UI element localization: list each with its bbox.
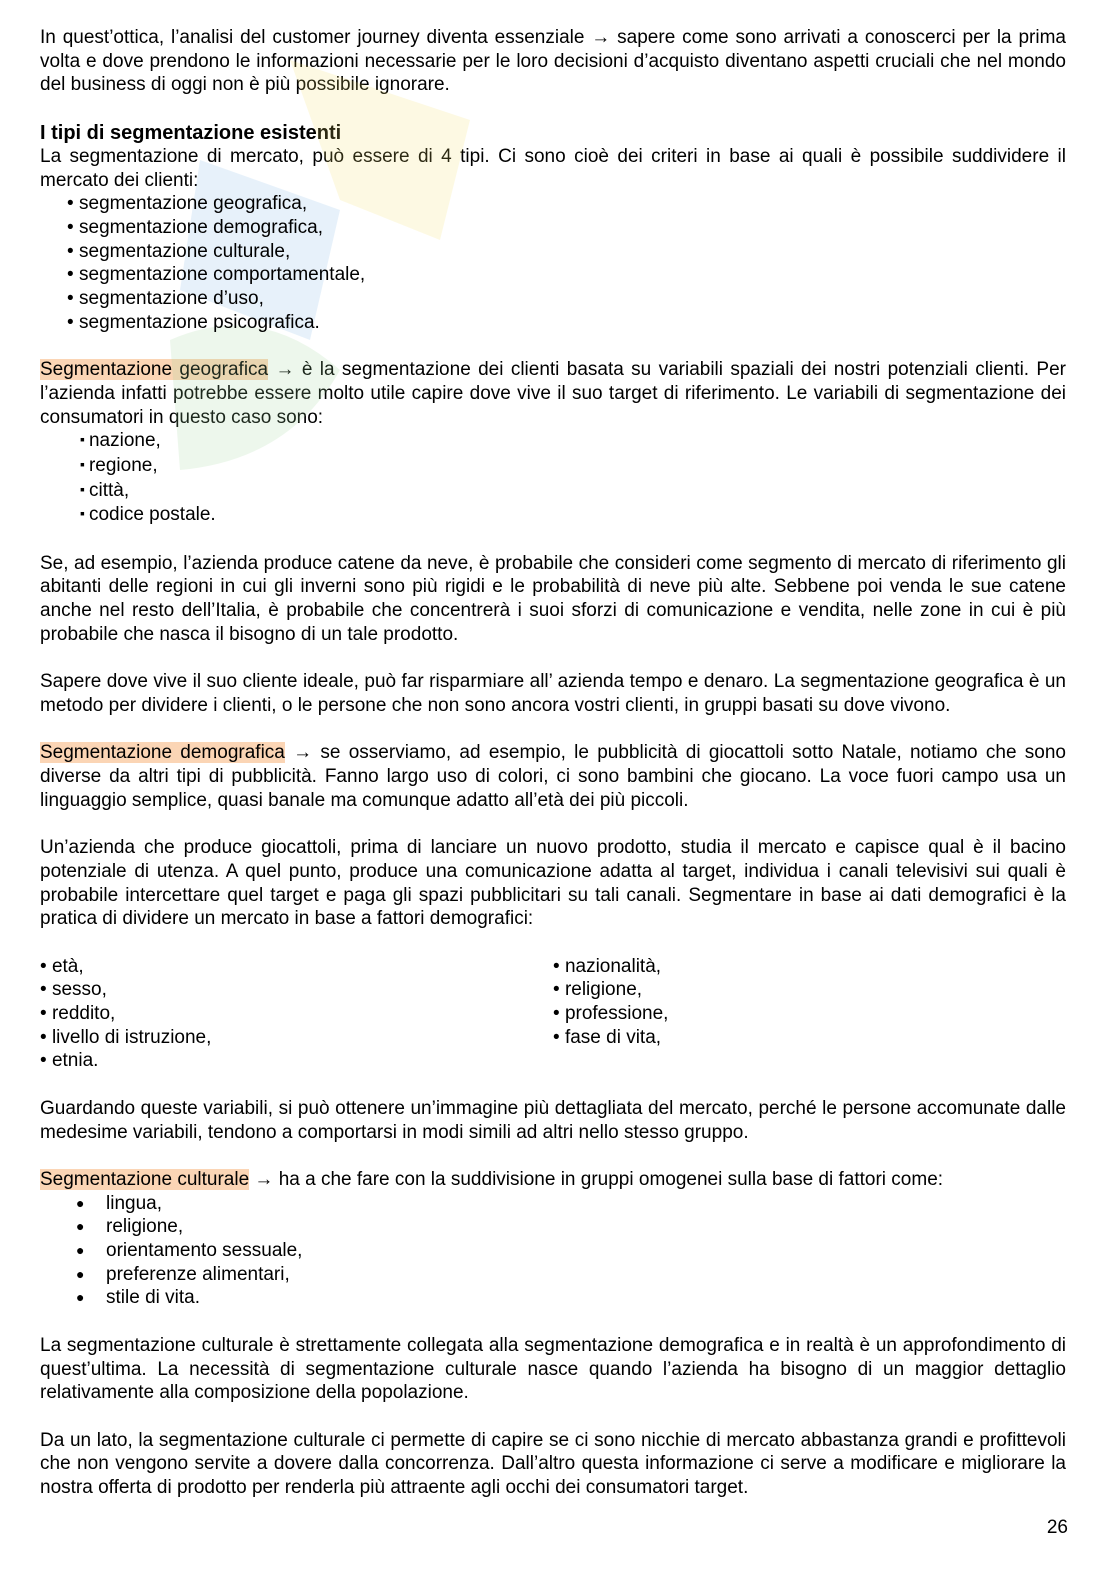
- culturale-p1: La segmentazione culturale è strettamente collegata alla segmentazione demografica e in realtà è un approfondimento di quest’ultima. La necessità di segmentazione culturale nasce quando l’azienda ha bisogno di un maggior dettaglio relativamente alla composizione della popolazione.: [40, 1334, 1066, 1404]
- list-item: ● stile di vita.: [40, 1286, 1066, 1310]
- list-item: ▪ regione,: [40, 454, 1066, 479]
- geografica-conclusion: Sapere dove vive il suo cliente ideale, può far risparmiare all’ azienda tempo e denaro. La segmentazione geografica è un metodo per dividere i clienti, o le persone che non sono ancora vostri clienti, in gruppi basati su dove vivono.: [40, 671, 1066, 716]
- geografica-term: Segmentazione geografica: [40, 359, 269, 381]
- list-item: • segmentazione demografica,: [40, 216, 1066, 240]
- geografica-variables-list: [40, 429, 1066, 528]
- culturale-factors-list: [40, 1192, 1066, 1311]
- list-item: ● preferenze alimentari,: [40, 1263, 1066, 1287]
- geografica-paragraph: Segmentazione geografica → è la segmentazione dei clienti basata su variabili spaziali dei nostri potenziali clienti. Per l’azienda infatti potrebbe essere molto utile capire dove vive il suo target di riferimento. Le variabili di segmentazione dei consumatori in questo caso sono:: [40, 359, 1066, 428]
- list-item: ● lingua,: [40, 1192, 1066, 1216]
- demografica-conclusion: Guardando queste variabili, si può ottenere un’immagine più dettagliata del mercato, perché le persone accomunate dalle medesime variabili, tendono a comportarsi in modi simili ad altri nello stesso gruppo.: [40, 1097, 1066, 1143]
- list-item: ▪ codice postale.: [40, 503, 1066, 528]
- list-item: • fase di vita,: [553, 1026, 1066, 1050]
- demografica-factors-right: [553, 955, 1066, 1074]
- list-item: • segmentazione comportamentale,: [40, 263, 1066, 287]
- demografica-term: Segmentazione demografica: [40, 742, 285, 764]
- list-item: ● religione,: [40, 1215, 1066, 1239]
- list-item: • segmentazione geografica,: [40, 192, 1066, 216]
- intro-paragraph: In quest’ottica, l’analisi del customer journey diventa essenziale → sapere come sono arrivati a conoscerci per la prima volta e dove prendono le informazioni necessarie per le loro decisioni d’acquisto diventano aspetti cruciali che nel mondo del business di oggi non è più possibile ignorare.: [40, 27, 1066, 96]
- segmentation-types-list: [40, 192, 1066, 334]
- demografica-paragraph: Segmentazione demografica → se osserviamo, ad esempio, le pubblicità di giocattoli sotto Natale, notiamo che sono diverse da altri tipi di pubblicità. Fanno largo uso di colori, ci sono bambini che giocano. La voce fuori campo usa un linguaggio semplice, quasi banale ma comunque adatto all’età dei più piccoli.: [40, 742, 1066, 811]
- geografica-example: Se, ad esempio, l’azienda produce catene da neve, è probabile che consideri come segmento di mercato di riferimento gli abitanti delle regioni in cui gli inverni sono più rigidi e le probabilità di neve più alte. Sebbene poi venda le sue catene anche nel resto dell’Italia, è probabile che concentrerà i suoi sforzi di comunicazione e vendita, nelle zone in cui è più probabile che nasca il bisogno di un tale prodotto.: [40, 552, 1066, 645]
- list-item: • religione,: [553, 978, 1066, 1002]
- list-item: • reddito,: [40, 1002, 553, 1026]
- list-item: • livello di istruzione,: [40, 1026, 553, 1050]
- list-item: • sesso,: [40, 978, 553, 1002]
- list-item: • professione,: [553, 1002, 1066, 1026]
- list-item: ▪ nazione,: [40, 429, 1066, 454]
- list-item: • età,: [40, 955, 553, 979]
- list-item: • segmentazione psicografica.: [40, 311, 1066, 335]
- demografica-factors: [40, 955, 1066, 1074]
- demografica-factors-left: [40, 955, 553, 1074]
- page-number: 26: [1046, 1517, 1068, 1538]
- culturale-paragraph: Segmentazione culturale → ha a che fare con la suddivisione in gruppi omogenei sulla base di fattori come:: [40, 1168, 944, 1190]
- demografica-example: Un’azienda che produce giocattoli, prima di lanciare un nuovo prodotto, studia il mercato e capisce qual è il bacino potenziale di utenza. A quel punto, produce una comunicazione adatta al target, individua i canali televisivi sui quali è probabile intercettare quel target e paga gli spazi pubblicitari su tali canali. Segmentare in base ai dati demografici è la pratica di dividere un mercato in base a fattori demografici:: [40, 837, 1066, 930]
- culturale-term: Segmentazione culturale: [40, 1168, 250, 1190]
- list-item: • segmentazione d’uso,: [40, 287, 1066, 311]
- culturale-p2: Da un lato, la segmentazione culturale ci permette di capire se ci sono nicchie di mercato abbastanza grandi e profittevoli che non vengono servite a dovere dalla concorrenza. Dall’altro questa informazione ci serve a modificare e migliorare la nostra offerta di prodotto per renderla più attraente agli occhi dei consumatori target.: [40, 1429, 1066, 1499]
- list-item: • etnia.: [40, 1049, 553, 1073]
- list-item: • segmentazione culturale,: [40, 240, 1066, 264]
- section-heading: I tipi di segmentazione esistenti: [40, 121, 342, 144]
- list-item: ▪ città,: [40, 479, 1066, 504]
- list-item: • nazionalità,: [553, 955, 1066, 979]
- section-intro: La segmentazione di mercato, può essere di 4 tipi. Ci sono cioè dei criteri in base ai quali è possibile suddividere il mercato dei clienti:: [40, 145, 1066, 191]
- list-item: ● orientamento sessuale,: [40, 1239, 1066, 1263]
